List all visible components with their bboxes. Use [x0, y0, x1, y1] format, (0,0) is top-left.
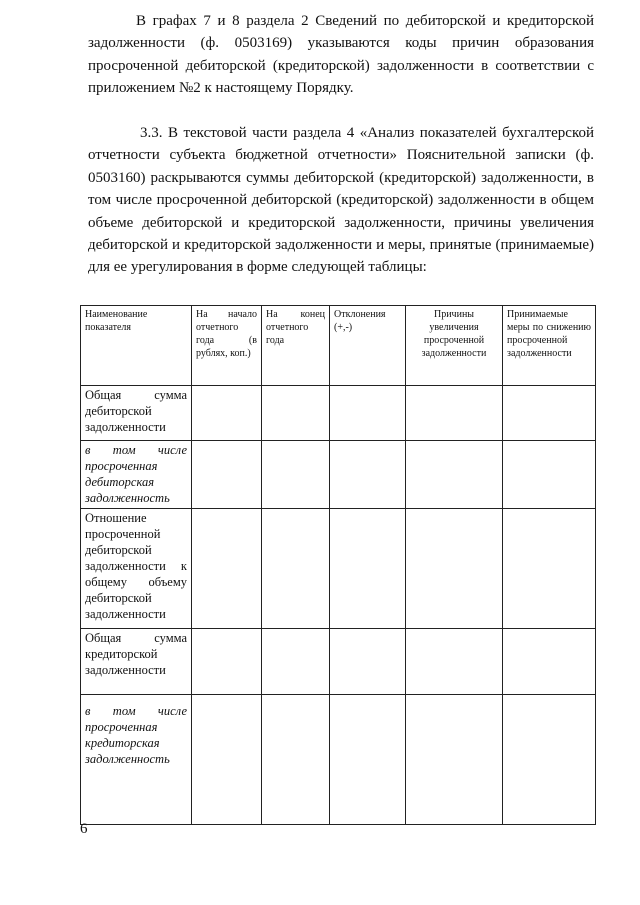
table-cell [192, 695, 262, 825]
table-cell [262, 695, 330, 825]
table-cell [192, 441, 262, 509]
table-cell [262, 386, 330, 441]
header-increase-reasons: Причины увеличения просроченной задолженности [406, 306, 503, 386]
paragraph-3-3: 3.3. В текстовой части раздела 4 «Анализ показателей бухгалтерской отчетности субъекта бюджетной отчетности» Пояснительной записки (ф. 0503160) раскрываются суммы дебиторской (кредиторской) задолженности, в том числе просроченной дебиторской (кредиторской) задолженности в общем объеме дебиторской и кредиторской задолженности, причины увеличения дебиторской и кредиторской задолженности и меры, принятые (принимаемые) для ее урегулирования в форме следующей таблицы: [88, 125, 594, 276]
table-cell [406, 629, 503, 695]
table-cell [406, 386, 503, 441]
header-measures: Принимаемые меры по снижению просроченной задолженности [503, 306, 596, 386]
table-cell [192, 629, 262, 695]
table-cell [503, 386, 596, 441]
table-row [81, 441, 596, 509]
table-cell [330, 695, 406, 825]
row-label: Отношение просроченной дебиторской задолженности к общему объему дебиторской задолженности [81, 509, 192, 629]
header-end-of-year: На конец отчетного года [262, 306, 330, 386]
header-start-of-year: На начало отчетного года (в рублях, коп.) [192, 306, 262, 386]
table-header-row [81, 306, 596, 386]
table-cell [406, 695, 503, 825]
table-row [81, 629, 596, 695]
table-row [81, 695, 596, 825]
receivables-payables-table [80, 305, 596, 825]
row-label: в том числе просроченная дебиторская задолженность [81, 441, 192, 509]
header-deviation: Отклонения (+,-) [330, 306, 406, 386]
table-cell [192, 386, 262, 441]
table-row [81, 509, 596, 629]
row-label: Общая сумма дебиторской задолженности [81, 386, 192, 441]
table-cell [330, 441, 406, 509]
table-cell [503, 441, 596, 509]
table-cell [503, 509, 596, 629]
table-cell [330, 629, 406, 695]
row-label: в том числе просроченная кредиторская задолженность [81, 695, 192, 825]
paragraph-columns-7-8: В графах 7 и 8 раздела 2 Сведений по дебиторской и кредиторской задолженности (ф. 0503169) указываются коды причин образования просроченной дебиторской (кредиторской) задолженности в соответствии с приложением №2 к настоящему Порядку. [88, 13, 594, 97]
table-cell [330, 386, 406, 441]
table-cell [192, 509, 262, 629]
table-cell [503, 695, 596, 825]
table-cell [406, 441, 503, 509]
table-cell [262, 509, 330, 629]
table-cell [330, 509, 406, 629]
table-cell [262, 629, 330, 695]
table-cell [262, 441, 330, 509]
table-cell [503, 629, 596, 695]
table-row [81, 386, 596, 441]
table-cell [406, 509, 503, 629]
page-number: 6 [80, 821, 88, 837]
row-label: Общая сумма кредиторской задолженности [81, 629, 192, 695]
header-indicator-name: Наименование показателя [81, 306, 192, 386]
